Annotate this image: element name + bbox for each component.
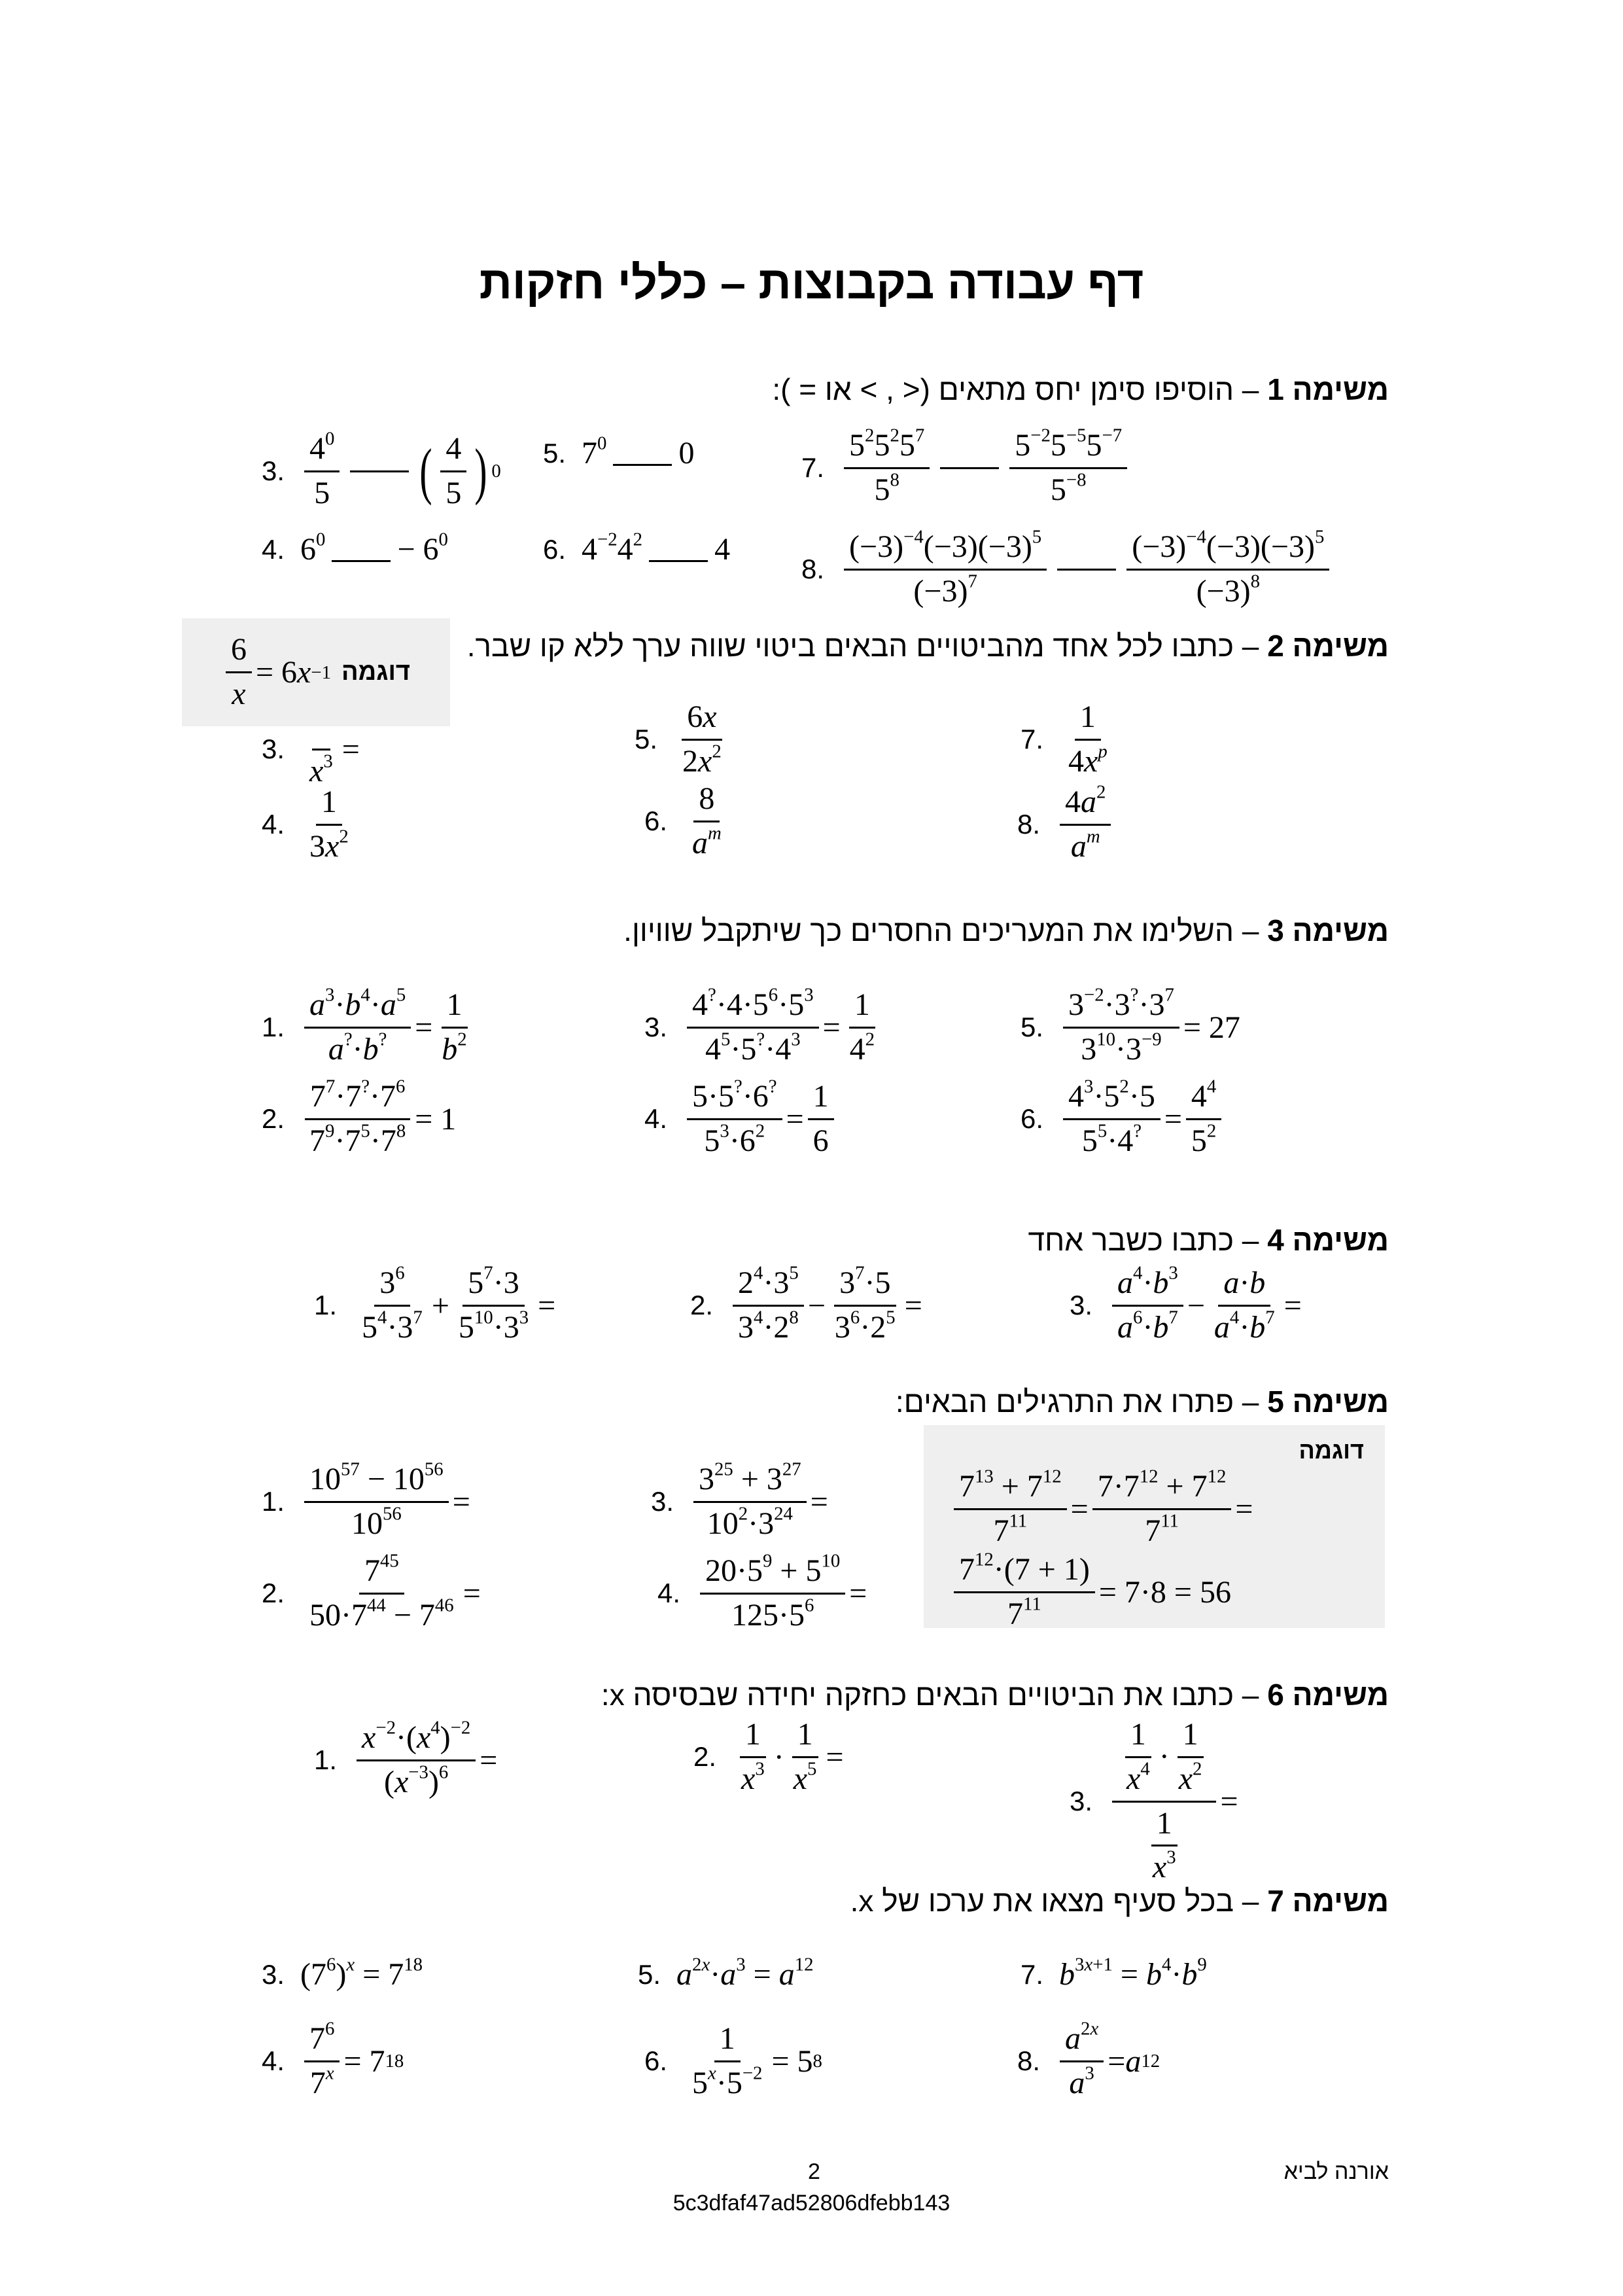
- t7-item-4: 4. $\frac{7^6}{7^x}$ = 7 18: [262, 2018, 404, 2100]
- task-1-heading: משימה 1 – הוסיפו סימן יחס מתאים (< , > או = ):: [772, 372, 1389, 406]
- t2-item-5: 5. $\frac{6x}{2x^2}$: [635, 699, 722, 779]
- page-number: 2: [808, 2159, 820, 2184]
- t3-item-3: 3. $\frac{4^?\cdot 4\cdot 5^6\cdot 5^3}{4^5\cdot 5^?\cdot 4^3}$ = $\frac{1}{4^2}$: [644, 984, 875, 1067]
- t5-example-box: דוגמה $\frac{7^{13} + 7^{12}}{7^{11}}$ = $\frac{7\cdot 7^{12} + 7^{12}}{7^{11}}$ = $\frac{7^{12}\cdot(7 + 1)}{7^{11}}$ = 7·8 = 56: [924, 1425, 1385, 1628]
- task-7-heading: משימה 7 – בכל סעיף מצאו את ערכו של x.: [850, 1884, 1389, 1918]
- t4-item-1: 1. $\frac{3^6}{5^4\cdot 3^7}$ + $\frac{5^7\cdot 3}{5^{10}\cdot 3^3}$ =: [314, 1262, 556, 1345]
- t7-item-6: 6. $\frac{1}{5^x\cdot 5^{-2}}$ = 5 8: [644, 2021, 822, 2100]
- task-5-heading: משימה 5 – פתרו את התרגילים הבאים:: [895, 1385, 1389, 1419]
- t7-item-3: 3. $(7^6)^x = 7^{18}$: [262, 1954, 423, 1992]
- t2-item-7: 7. $\frac{1}{4x^p}$: [1021, 699, 1108, 779]
- t6-item-1: 1. $\frac{x^{-2}\cdot(x^4)^{-2}}{(x^{-3})^6}$ =: [314, 1717, 498, 1799]
- t1-item-3: 3. $\frac{4^0}{5}$ ( $\frac{4}{5}$ ) 0: [262, 428, 501, 510]
- t3-item-2: 2. $\frac{7^7\cdot 7^?\cdot 7^6}{7^9\cdot 7^5\cdot 7^8}$ = 1: [262, 1076, 457, 1158]
- document-code: 5c3dfaf47ad52806dfebb143: [672, 2191, 951, 2216]
- t3-item-6: 6. $\frac{4^3\cdot 5^2\cdot 5}{5^5\cdot 4^?}$ = $\frac{4^4}{5^2}$: [1021, 1080, 1225, 1159]
- t4-item-3: 3. $\frac{a^4\cdot b^3}{a^6\cdot b^7}$ − $\frac{a\cdot b}{a^4\cdot b^7}$ =: [1070, 1262, 1302, 1345]
- task-3-heading: משימה 3 – השלימו את המעריכים החסרים כך שיתקבל שוויון.: [623, 913, 1389, 947]
- t5-item-3: 3. $\frac{3^{25} + 3^{27}}{10^2\cdot 3^{24}}$ =: [651, 1458, 828, 1541]
- author-name: אורנה לביא: [1283, 2159, 1389, 2184]
- t1-item-7: 7. $\frac{5^25^25^7}{5^8}$ $\frac{5^{-2}5^{-5}5^{-7}}{5^{-8}}$: [801, 429, 1131, 508]
- t1-item-8: 8. $\frac{(-3)^{-4}(-3)(-3)^5}{(-3)^7}$ $\frac{(-3)^{-4}(-3)(-3)^5}{(-3)^8}$: [801, 530, 1333, 609]
- page-title: דף עבודה בקבוצות – כללי חזקות: [479, 257, 1144, 308]
- t5-item-4: 4. $\frac{20\cdot 5^9 + 5^{10}}{125\cdot 5^6}$ =: [657, 1550, 867, 1633]
- t3-item-1: 1. $\frac{a^3\cdot b^4\cdot a^5}{a^?\cdot b^?}$ = $\frac{1}{b^2}$: [262, 984, 467, 1067]
- t2-item-8: 8. $\frac{4a^2}{a^m}$: [1017, 785, 1115, 864]
- t1-item-4: 4. $6^0 - 6^0$: [262, 529, 448, 567]
- task-4-heading: משימה 4 – כתבו כשבר אחד: [1028, 1223, 1389, 1257]
- t6-item-3: 3. $\frac{1}{x^4}$ · $\frac{1}{x^2}$ $\frac{1}{x^3}$ =: [1070, 1717, 1238, 1885]
- t6-item-2: 2. $\frac{1}{x^3}$ · $\frac{1}{x^5}$ =: [693, 1717, 844, 1796]
- task-2-heading: משימה 2 – כתבו לכל אחד מהביטויים הבאים ביטוי שווה ערך ללא קו שבר.: [466, 629, 1389, 663]
- t7-item-7: 7. $b^{3x+1} = b^4\cdot b^9$: [1021, 1954, 1207, 1992]
- t5-item-2: 2. $\frac{7^{45}}{50\cdot 7^{44} - 7^{46}}$ =: [262, 1550, 481, 1633]
- t2-item-3: 3. $x^3$ =: [262, 710, 360, 789]
- t2-item-6: 6. $\frac{8}{a^m}$: [644, 781, 722, 860]
- t7-item-8: 8. $\frac{a^{2x}}{a^3}$ = a 12: [1017, 2018, 1161, 2100]
- t1-item-6: 6. $4^{-2}4^2$ 4: [543, 529, 731, 567]
- t4-item-2: 2. $\frac{2^4\cdot 3^5}{3^4\cdot 2^8}$ − $\frac{3^7\cdot 5}{3^6\cdot 2^5}$ =: [690, 1262, 922, 1345]
- task-6-heading: משימה 6 – כתבו את הביטויים הבאים כחזקה יחידה שבסיסה x:: [601, 1678, 1389, 1712]
- t2-item-4: 4. $\frac{1}{3x^2}$: [262, 785, 349, 864]
- t3-item-5: 5. $\frac{3^{-2}\cdot 3^?\cdot 3^7}{3^{10}\cdot 3^{-9}}$ = 27: [1021, 984, 1240, 1067]
- t3-item-4: 4. $\frac{5\cdot 5^?\cdot 6^?}{5^3\cdot 6^2}$ = $\frac{1}{6}$: [644, 1080, 838, 1159]
- t7-item-5: 5. $a^{2x}\cdot a^3 = a^{12}$: [638, 1954, 814, 1992]
- t1-item-5: 5. $7^0$ 0: [543, 433, 695, 470]
- t2-example-box: דוגמה $\frac{6}{x}$ = 6 x −1: [182, 618, 450, 726]
- t5-item-1: 1. $\frac{10^{57} - 10^{56}}{10^{56}}$ =: [262, 1458, 470, 1541]
